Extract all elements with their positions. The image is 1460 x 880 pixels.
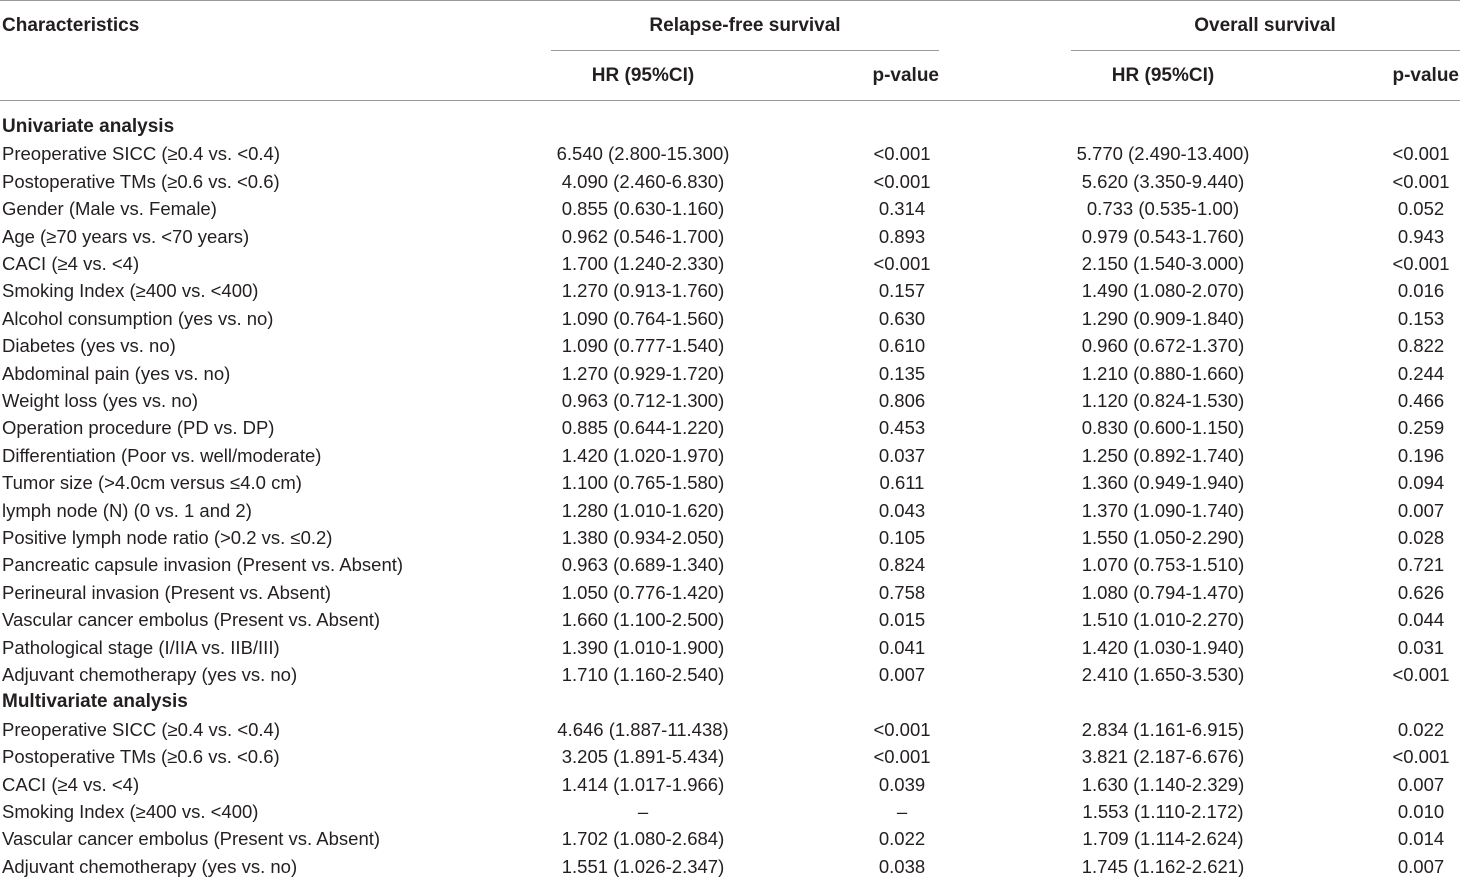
cell-characteristic: Operation procedure (PD vs. DP) <box>2 417 275 439</box>
cell-rfs-pvalue: 0.611 <box>879 472 925 494</box>
cell-os-hr: 1.210 (0.880-1.660) <box>1081 362 1245 384</box>
cell-os-pvalue: 0.943 <box>1397 225 1445 247</box>
cell-rfs-hr: 1.420 (1.020-1.970) <box>561 444 725 466</box>
cell-characteristic: CACI (≥4 vs. <4) <box>2 773 140 795</box>
cell-os-pvalue: 0.007 <box>1397 773 1445 795</box>
cell-rfs-hr: 1.702 (1.080-2.684) <box>561 828 725 850</box>
cell-rfs-hr: 0.963 (0.689-1.340) <box>561 554 725 576</box>
table-top-rule <box>0 0 1460 1</box>
table-row <box>0 360 1460 387</box>
cell-rfs-pvalue: <0.001 <box>873 170 931 192</box>
rfs-group-rule <box>551 50 939 51</box>
cell-os-hr: 1.745 (1.162-2.621) <box>1081 855 1245 877</box>
cell-characteristic: Smoking Index (≥400 vs. <400) <box>2 280 259 302</box>
table-row <box>0 661 1460 688</box>
cell-rfs-pvalue: 0.453 <box>878 417 926 439</box>
cell-rfs-pvalue: – <box>896 801 908 822</box>
cell-characteristic: Pancreatic capsule invasion (Present vs. Absent) <box>2 554 404 576</box>
table-row <box>0 771 1460 798</box>
cell-os-hr: 2.834 (1.161-6.915) <box>1081 718 1245 740</box>
cell-characteristic: Abdominal pain (yes vs. no) <box>2 362 231 384</box>
header-os-hr: HR (95%CI) <box>1111 65 1215 86</box>
cell-rfs-pvalue: 0.893 <box>878 225 926 247</box>
cell-rfs-hr: 1.700 (1.240-2.330) <box>561 253 725 274</box>
section-title: Multivariate analysis <box>2 691 188 713</box>
cell-rfs-hr: 6.540 (2.800-15.300) <box>556 143 730 165</box>
cell-characteristic: Gender (Male vs. Female) <box>2 198 217 220</box>
cell-os-pvalue: 0.822 <box>1397 335 1445 357</box>
cell-characteristic: Postoperative TMs (≥0.6 vs. <0.6) <box>2 170 280 192</box>
cell-os-pvalue: 0.007 <box>1397 855 1445 877</box>
cell-rfs-hr: 1.050 (0.776-1.420) <box>561 581 725 603</box>
table-row <box>0 442 1460 469</box>
cell-characteristic: Postoperative TMs (≥0.6 vs. <0.6) <box>2 746 280 768</box>
cell-rfs-hr: 1.280 (1.010-1.620) <box>561 499 725 521</box>
cell-os-hr: 1.250 (0.892-1.740) <box>1081 444 1245 466</box>
cell-characteristic: Vascular cancer embolus (Present vs. Absent) <box>2 828 381 850</box>
cell-os-pvalue: 0.016 <box>1397 280 1445 302</box>
cell-rfs-pvalue: 0.135 <box>878 362 926 384</box>
cell-os-pvalue: 0.044 <box>1397 609 1445 631</box>
table-row <box>0 825 1460 852</box>
cell-characteristic: lymph node (N) (0 vs. 1 and 2) <box>2 499 252 521</box>
cell-rfs-pvalue: 0.630 <box>878 307 926 329</box>
table-row <box>0 140 1460 167</box>
cell-characteristic: Diabetes (yes vs. no) <box>2 335 176 357</box>
table-row <box>0 168 1460 195</box>
cell-rfs-pvalue: 0.758 <box>878 581 926 603</box>
cell-os-hr: 1.080 (0.794-1.470) <box>1081 581 1245 603</box>
cell-rfs-pvalue: 0.007 <box>878 664 926 685</box>
header-relapse-free-survival: Relapse-free survival <box>649 15 841 36</box>
cell-characteristic: Age (≥70 years vs. <70 years) <box>2 225 250 247</box>
cell-characteristic: Adjuvant chemotherapy (yes vs. no) <box>2 664 298 685</box>
cell-characteristic: Preoperative SICC (≥0.4 vs. <0.4) <box>2 143 281 165</box>
cell-os-pvalue: 0.052 <box>1397 198 1445 220</box>
table-row <box>0 195 1460 222</box>
cell-os-hr: 1.510 (1.010-2.270) <box>1081 609 1245 631</box>
cell-rfs-pvalue: 0.037 <box>878 444 926 466</box>
cell-rfs-pvalue: <0.001 <box>873 143 931 165</box>
cell-os-hr: 0.979 (0.543-1.760) <box>1081 225 1245 247</box>
cell-rfs-hr: 0.962 (0.546-1.700) <box>561 225 725 247</box>
cell-os-pvalue: 0.028 <box>1397 527 1445 548</box>
cell-os-hr: 3.821 (2.187-6.676) <box>1081 746 1245 768</box>
cell-rfs-hr: 1.380 (0.934-2.050) <box>561 527 725 548</box>
cell-os-pvalue: 0.031 <box>1397 636 1445 658</box>
cell-rfs-pvalue: 0.041 <box>878 636 926 658</box>
cell-rfs-hr: 4.090 (2.460-6.830) <box>561 170 725 192</box>
table-row <box>0 716 1460 743</box>
header-overall-survival: Overall survival <box>1194 15 1336 36</box>
cell-os-hr: 1.420 (1.030-1.940) <box>1081 636 1245 658</box>
cell-rfs-hr: 1.414 (1.017-1.966) <box>561 773 725 795</box>
cell-rfs-hr: 1.551 (1.026-2.347) <box>561 855 725 877</box>
cell-rfs-pvalue: 0.824 <box>878 554 926 576</box>
cell-characteristic: Adjuvant chemotherapy (yes vs. no) <box>2 855 298 877</box>
cell-rfs-pvalue: 0.038 <box>878 855 926 877</box>
cell-characteristic: CACI (≥4 vs. <4) <box>2 253 140 274</box>
cell-rfs-hr: 1.660 (1.100-2.500) <box>561 609 725 631</box>
cell-rfs-hr: 0.963 (0.712-1.300) <box>561 390 725 411</box>
cell-os-hr: 1.370 (1.090-1.740) <box>1081 499 1245 521</box>
header-characteristics: Characteristics <box>2 15 140 36</box>
cell-os-pvalue: 0.007 <box>1397 499 1445 521</box>
cell-os-hr: 5.620 (3.350-9.440) <box>1081 170 1245 192</box>
cell-os-hr: 2.150 (1.540-3.000) <box>1081 253 1245 274</box>
os-group-rule <box>1071 50 1460 51</box>
cell-os-pvalue: <0.001 <box>1392 664 1450 685</box>
cell-os-hr: 0.960 (0.672-1.370) <box>1081 335 1245 357</box>
cell-os-pvalue: 0.244 <box>1397 362 1445 384</box>
cell-os-pvalue: 0.721 <box>1397 554 1445 576</box>
cell-rfs-hr: 1.090 (0.764-1.560) <box>561 307 725 329</box>
cell-rfs-hr: 0.885 (0.644-1.220) <box>561 417 725 439</box>
cell-os-pvalue: <0.001 <box>1392 746 1450 768</box>
cell-os-hr: 1.290 (0.909-1.840) <box>1081 307 1245 329</box>
cell-os-hr: 1.490 (1.080-2.070) <box>1081 280 1245 302</box>
table-row <box>0 305 1460 332</box>
table-row <box>0 332 1460 359</box>
cell-os-pvalue: 0.010 <box>1397 801 1445 822</box>
cell-rfs-pvalue: 0.022 <box>878 828 926 850</box>
cell-characteristic: Weight loss (yes vs. no) <box>2 390 199 411</box>
cell-os-hr: 1.070 (0.753-1.510) <box>1081 554 1245 576</box>
header-rfs-pvalue: p-value <box>872 65 939 86</box>
cell-os-pvalue: 0.196 <box>1397 444 1445 466</box>
cell-os-pvalue: 0.466 <box>1397 390 1445 411</box>
table-row <box>0 223 1460 250</box>
table-row <box>0 579 1460 606</box>
cell-os-hr: 0.830 (0.600-1.150) <box>1081 417 1245 439</box>
cell-rfs-pvalue: 0.043 <box>878 499 926 521</box>
cell-os-hr: 1.553 (1.110-2.172) <box>1082 801 1244 822</box>
cell-rfs-pvalue: 0.314 <box>878 198 926 220</box>
cell-rfs-hr: 3.205 (1.891-5.434) <box>561 746 725 768</box>
table-row <box>0 606 1460 633</box>
header-bottom-rule <box>0 100 1460 101</box>
cell-os-pvalue: 0.153 <box>1397 307 1445 329</box>
table-row <box>0 743 1460 770</box>
cell-rfs-hr: 1.270 (0.913-1.760) <box>561 280 725 302</box>
table-row <box>0 497 1460 524</box>
cell-os-pvalue: 0.094 <box>1397 472 1445 494</box>
table-row <box>0 414 1460 441</box>
cell-rfs-pvalue: <0.001 <box>873 253 931 274</box>
table-row <box>0 524 1460 551</box>
cell-rfs-hr: 1.090 (0.777-1.540) <box>561 335 725 357</box>
cell-rfs-hr: 1.390 (1.010-1.900) <box>561 636 725 658</box>
header-os-pvalue: p-value <box>1392 65 1459 86</box>
table-row <box>0 551 1460 578</box>
header-rfs-hr: HR (95%CI) <box>591 65 695 86</box>
table-row <box>0 387 1460 414</box>
cell-rfs-hr: 1.100 (0.765-1.580) <box>561 472 725 494</box>
cell-characteristic: Smoking Index (≥400 vs. <400) <box>2 801 259 822</box>
cell-characteristic: Preoperative SICC (≥0.4 vs. <0.4) <box>2 718 281 740</box>
cell-characteristic: Vascular cancer embolus (Present vs. Absent) <box>2 609 381 631</box>
cell-os-pvalue: 0.014 <box>1397 828 1445 850</box>
cell-rfs-hr: 4.646 (1.887-11.438) <box>557 718 729 740</box>
section-title: Univariate analysis <box>2 116 175 137</box>
cell-characteristic: Alcohol consumption (yes vs. no) <box>2 307 274 329</box>
cell-rfs-pvalue: 0.105 <box>878 527 926 548</box>
cell-os-pvalue: <0.001 <box>1392 143 1450 165</box>
table-row <box>0 634 1460 661</box>
cell-characteristic: Pathological stage (I/IIA vs. IIB/III) <box>2 636 280 658</box>
cell-characteristic: Differentiation (Poor vs. well/moderate) <box>2 444 322 466</box>
cell-characteristic: Tumor size (>4.0cm versus ≤4.0 cm) <box>2 472 302 494</box>
cell-os-hr: 1.709 (1.114-2.624) <box>1082 828 1244 850</box>
cell-characteristic: Perineural invasion (Present vs. Absent) <box>2 581 332 603</box>
cell-rfs-pvalue: <0.001 <box>873 746 931 768</box>
cell-rfs-pvalue: 0.157 <box>878 280 926 302</box>
cell-rfs-hr: 1.710 (1.160-2.540) <box>561 664 725 685</box>
cell-os-hr: 1.630 (1.140-2.329) <box>1081 773 1245 795</box>
cell-os-hr: 1.550 (1.050-2.290) <box>1081 527 1245 548</box>
table-row <box>0 250 1460 277</box>
cell-rfs-hr: 1.270 (0.929-1.720) <box>561 362 725 384</box>
cell-rfs-hr: 0.855 (0.630-1.160) <box>561 198 725 220</box>
cell-rfs-pvalue: 0.610 <box>878 335 926 357</box>
cell-os-pvalue: 0.259 <box>1397 417 1445 439</box>
table-row <box>0 798 1460 825</box>
cell-os-hr: 1.360 (0.949-1.940) <box>1081 472 1245 494</box>
cell-os-pvalue: <0.001 <box>1392 170 1450 192</box>
cell-os-pvalue: 0.626 <box>1397 581 1445 603</box>
cell-os-hr: 5.770 (2.490-13.400) <box>1076 143 1250 165</box>
cell-rfs-pvalue: 0.015 <box>878 609 926 631</box>
cell-rfs-pvalue: 0.806 <box>878 390 926 411</box>
cell-os-pvalue: 0.022 <box>1397 718 1445 740</box>
cell-os-hr: 1.120 (0.824-1.530) <box>1081 390 1245 411</box>
table-row <box>0 469 1460 496</box>
cell-os-pvalue: <0.001 <box>1392 253 1450 274</box>
cell-characteristic: Positive lymph node ratio (>0.2 vs. ≤0.2) <box>2 527 333 548</box>
cell-os-hr: 2.410 (1.650-3.530) <box>1081 664 1245 685</box>
table-row <box>0 277 1460 304</box>
cell-rfs-pvalue: 0.039 <box>878 773 926 795</box>
cell-os-hr: 0.733 (0.535-1.00) <box>1086 198 1240 220</box>
cell-rfs-pvalue: <0.001 <box>873 718 931 740</box>
table-row <box>0 853 1460 880</box>
cell-rfs-hr: – <box>637 801 649 822</box>
